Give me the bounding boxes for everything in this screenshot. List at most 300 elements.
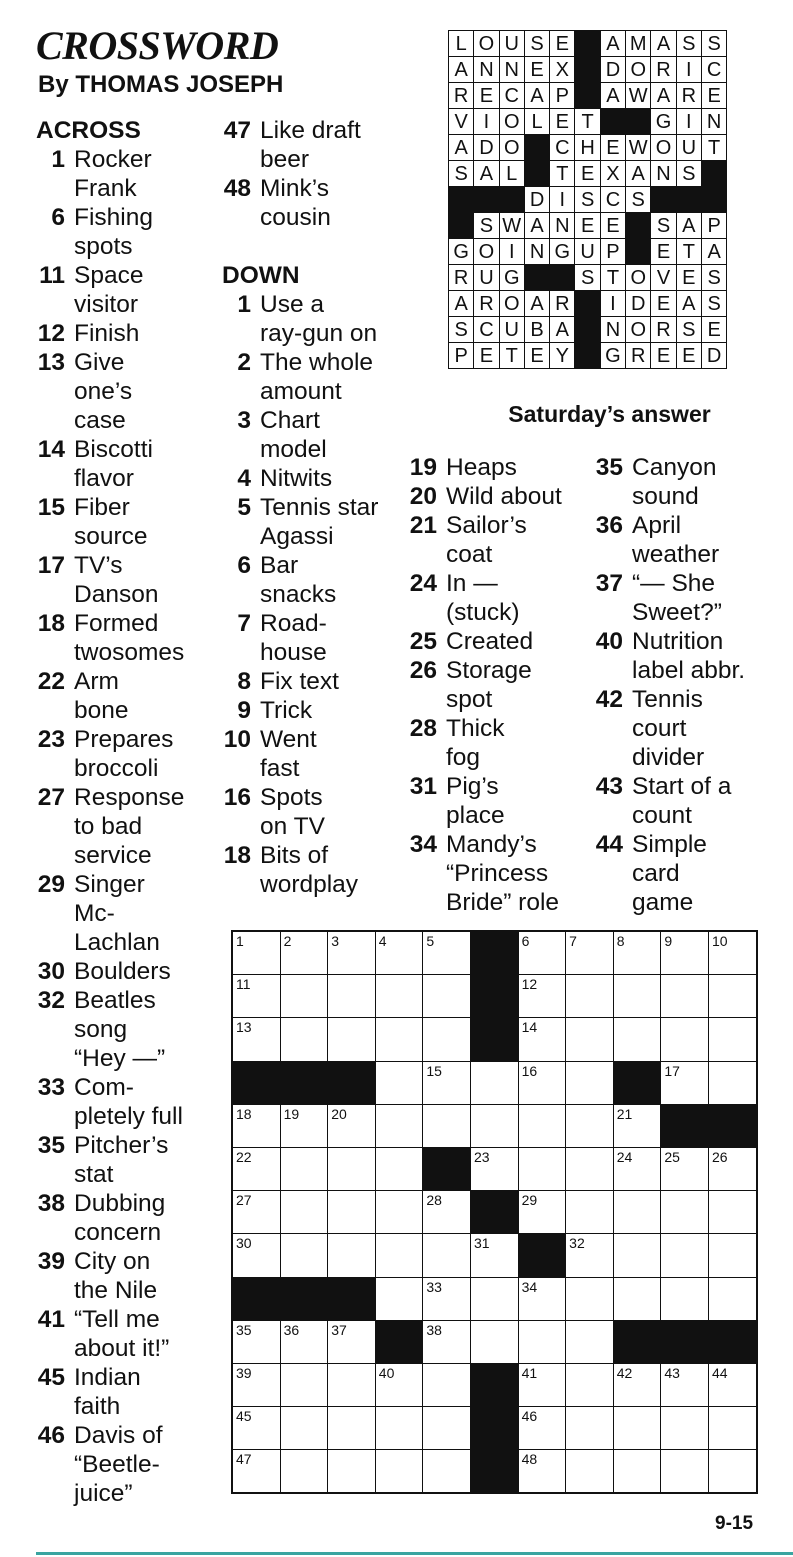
grid-cell[interactable] — [470, 1061, 518, 1104]
black-square — [328, 1277, 376, 1320]
clue-number: 48 — [223, 175, 251, 202]
cell-number: 15 — [426, 1062, 442, 1079]
answer-cell: A — [524, 213, 549, 239]
clue-text-line: Give — [74, 349, 125, 376]
grid-cell[interactable] — [661, 975, 709, 1018]
grid-cell[interactable] — [661, 1061, 709, 1104]
clue-text-line: Bride” role — [446, 889, 560, 916]
black-square — [651, 187, 676, 213]
answer-cell: G — [600, 343, 625, 369]
grid-cell[interactable] — [375, 1147, 423, 1190]
cell-number: 11 — [236, 976, 251, 993]
clue-text-line: Fishing — [74, 204, 153, 231]
clue-text-line: City on — [74, 1248, 151, 1275]
answer-cell: D — [474, 135, 499, 161]
cell-number: 46 — [521, 1408, 538, 1425]
answer-cell: T — [600, 265, 625, 291]
clue-text-line: concern — [74, 1219, 162, 1246]
grid-cell[interactable] — [613, 931, 661, 975]
crossword-grid[interactable] — [231, 930, 758, 1494]
clue-text-line: “— She — [632, 570, 716, 597]
grid-cell[interactable] — [328, 1147, 376, 1190]
grid-cell[interactable] — [708, 975, 756, 1018]
grid-cell[interactable] — [661, 1363, 709, 1406]
answer-cell: X — [600, 161, 625, 187]
grid-cell[interactable] — [423, 1277, 471, 1320]
grid-cell[interactable] — [518, 1147, 566, 1190]
grid-cell[interactable] — [232, 1018, 280, 1061]
grid-cell[interactable] — [280, 1104, 328, 1147]
grid-cell[interactable] — [518, 1363, 566, 1406]
grid-cell[interactable] — [613, 1191, 661, 1234]
grid-cell[interactable] — [566, 1363, 614, 1406]
clue-text-line: coat — [446, 541, 493, 568]
clue-number: 45 — [37, 1364, 65, 1391]
answer-cell: S — [474, 213, 499, 239]
answer-cell: P — [449, 343, 474, 369]
grid-cell[interactable] — [708, 1407, 756, 1450]
clue-number: 25 — [409, 628, 437, 655]
grid-cell[interactable] — [708, 1234, 756, 1277]
grid-cell[interactable] — [375, 931, 423, 975]
down-heading: DOWN — [222, 262, 300, 289]
answer-cell: E — [575, 213, 600, 239]
answer-cell: S — [524, 31, 549, 57]
clue-text-line: Nitwits — [260, 465, 333, 492]
grid-cell[interactable] — [661, 1407, 709, 1450]
clue-text-line: The whole — [260, 349, 374, 376]
clue-text-line: Davis of — [74, 1422, 163, 1449]
black-square — [575, 31, 600, 57]
black-square — [524, 135, 549, 161]
grid-cell[interactable] — [566, 1277, 614, 1320]
grid-cell[interactable] — [328, 1320, 376, 1363]
answer-cell: P — [701, 213, 726, 239]
clue-text-line: twosomes — [74, 639, 185, 666]
grid-cell[interactable] — [613, 1147, 661, 1190]
clue-number: 38 — [37, 1190, 65, 1217]
grid-cell[interactable] — [661, 1147, 709, 1190]
answer-cell: A — [524, 83, 549, 109]
clue-item — [36, 1363, 184, 1421]
clue-number: 16 — [223, 784, 251, 811]
black-square — [470, 1363, 518, 1406]
cell-number: 31 — [473, 1235, 490, 1252]
clue-text-line: fast — [260, 755, 300, 782]
clue-item — [594, 569, 745, 627]
clue-item — [36, 203, 184, 261]
grid-cell[interactable] — [423, 1104, 471, 1147]
grid-cell[interactable] — [328, 1104, 376, 1147]
answer-cell: O — [626, 317, 651, 343]
clue-text-line: Spots — [260, 784, 323, 811]
answer-cell: T — [676, 239, 701, 265]
clue-text-line: Wild about — [446, 483, 562, 510]
clue-number: 18 — [223, 842, 251, 869]
clue-text-line: Com- — [74, 1074, 134, 1101]
grid-cell[interactable] — [423, 1320, 471, 1363]
grid-cell[interactable] — [280, 1450, 328, 1494]
grid-cell[interactable] — [328, 931, 376, 975]
answer-cell: I — [676, 57, 701, 83]
grid-cell[interactable] — [708, 1277, 756, 1320]
clue-item — [408, 511, 562, 569]
cell-number: 28 — [426, 1192, 442, 1209]
cell-number: 1 — [236, 933, 244, 949]
clue-text-line: Indian — [74, 1364, 141, 1391]
clue-text-line: flavor — [74, 465, 134, 492]
cell-number: 40 — [378, 1364, 395, 1381]
clue-item — [36, 725, 184, 783]
answer-cell: W — [626, 83, 651, 109]
clue-number: 8 — [237, 668, 251, 695]
clue-text-line: the Nile — [74, 1277, 158, 1304]
grid-cell[interactable] — [375, 1363, 423, 1406]
grid-cell[interactable] — [280, 975, 328, 1018]
cell-number: 17 — [664, 1062, 680, 1079]
answer-cell: N — [499, 57, 524, 83]
cell-number: 9 — [664, 933, 673, 949]
grid-cell[interactable] — [423, 1191, 471, 1234]
clue-text-line: Rocker — [74, 146, 152, 173]
grid-cell[interactable] — [328, 1407, 376, 1450]
grid-cell[interactable] — [375, 1234, 423, 1277]
grid-cell[interactable] — [661, 1277, 709, 1320]
grid-cell[interactable] — [613, 975, 661, 1018]
grid-cell[interactable] — [566, 1104, 614, 1147]
answer-cell: O — [499, 109, 524, 135]
previous-answer-grid — [448, 30, 727, 369]
grid-cell[interactable] — [232, 931, 280, 975]
answer-cell: C — [474, 317, 499, 343]
clue-item — [36, 783, 184, 870]
clue-item — [408, 569, 562, 627]
black-square — [280, 1061, 328, 1104]
clue-item — [222, 696, 378, 725]
clue-text-line: Nutrition — [632, 628, 724, 655]
answer-cell: E — [524, 57, 549, 83]
grid-cell[interactable] — [613, 1407, 661, 1450]
grid-cell[interactable] — [566, 975, 614, 1018]
clue-text-line: faith — [74, 1393, 121, 1420]
clue-text-line: Arm — [74, 668, 119, 695]
answer-cell: G — [449, 239, 474, 265]
grid-cell[interactable] — [518, 1277, 566, 1320]
grid-cell[interactable] — [566, 1147, 614, 1190]
grid-cell[interactable] — [470, 1234, 518, 1277]
answer-cell: O — [499, 291, 524, 317]
clue-number: 35 — [37, 1132, 65, 1159]
grid-cell[interactable] — [280, 1320, 328, 1363]
grid-cell[interactable] — [280, 1407, 328, 1450]
grid-cell[interactable] — [375, 1450, 423, 1494]
cell-number: 29 — [521, 1192, 538, 1209]
grid-cell[interactable] — [566, 1234, 614, 1277]
grid-cell[interactable] — [708, 1018, 756, 1061]
grid-cell[interactable] — [328, 1450, 376, 1494]
black-square — [676, 187, 701, 213]
grid-cell[interactable] — [328, 1234, 376, 1277]
clue-text-line: “Tell me — [74, 1306, 160, 1333]
clue-text-line: case — [74, 407, 126, 434]
grid-cell[interactable] — [518, 931, 566, 975]
answer-cell: I — [499, 239, 524, 265]
clue-text-line: spot — [446, 686, 493, 713]
grid-cell[interactable] — [232, 1320, 280, 1363]
clue-number: 28 — [409, 715, 437, 742]
grid-cell[interactable] — [661, 1018, 709, 1061]
grid-cell[interactable] — [566, 1191, 614, 1234]
grid-cell[interactable] — [518, 1018, 566, 1061]
clue-text-line: Bar — [260, 552, 299, 579]
black-square — [626, 213, 651, 239]
clue-item — [36, 957, 184, 986]
answer-cell: G — [499, 265, 524, 291]
clue-text-line: Fix text — [260, 668, 339, 695]
grid-cell[interactable] — [470, 1277, 518, 1320]
grid-cell[interactable] — [423, 1018, 471, 1061]
grid-cell[interactable] — [566, 1320, 614, 1363]
across-heading: ACROSS — [36, 117, 141, 144]
grid-cell[interactable] — [613, 1104, 661, 1147]
grid-cell[interactable] — [708, 1363, 756, 1406]
cell-number: 36 — [283, 1321, 300, 1338]
answer-cell: N — [701, 109, 726, 135]
clue-text-line: Formed — [74, 610, 159, 637]
black-square — [232, 1061, 280, 1104]
cell-number: 16 — [521, 1062, 538, 1079]
grid-cell[interactable] — [566, 931, 614, 975]
answer-cell: G — [651, 109, 676, 135]
black-square — [375, 1320, 423, 1363]
black-square — [613, 1320, 661, 1363]
clue-number: 29 — [37, 871, 65, 898]
answer-cell: E — [524, 343, 549, 369]
clue-item — [36, 667, 184, 725]
clue-item — [222, 493, 378, 551]
grid-cell[interactable] — [613, 1277, 661, 1320]
clue-number: 15 — [37, 494, 65, 521]
clue-text-line: song — [74, 1016, 128, 1043]
clue-number: 22 — [37, 668, 65, 695]
grid-cell[interactable] — [423, 1363, 471, 1406]
down-clue-list-continued — [408, 453, 562, 917]
black-square — [280, 1277, 328, 1320]
black-square — [661, 1320, 709, 1363]
black-square — [575, 83, 600, 109]
clue-item — [36, 986, 184, 1073]
grid-cell[interactable] — [518, 1104, 566, 1147]
grid-cell[interactable] — [328, 1018, 376, 1061]
black-square — [701, 187, 726, 213]
answer-cell: T — [550, 161, 575, 187]
answer-cell: R — [449, 83, 474, 109]
clue-number: 47 — [223, 117, 251, 144]
grid-cell[interactable] — [518, 975, 566, 1018]
clue-item — [36, 493, 184, 551]
answer-cell: A — [524, 291, 549, 317]
clue-text-line: Pitcher’s — [74, 1132, 169, 1159]
grid-cell[interactable] — [280, 1234, 328, 1277]
grid-cell[interactable] — [232, 1191, 280, 1234]
grid-cell[interactable] — [518, 1450, 566, 1494]
answer-cell: P — [600, 239, 625, 265]
grid-cell[interactable] — [423, 1450, 471, 1494]
clue-item — [594, 453, 745, 511]
grid-cell[interactable] — [280, 1191, 328, 1234]
answer-cell: S — [676, 161, 701, 187]
grid-cell[interactable] — [232, 1450, 280, 1494]
grid-cell[interactable] — [232, 1363, 280, 1406]
clue-text-line: Mink’s — [260, 175, 329, 202]
clue-number: 43 — [595, 773, 623, 800]
answer-cell: A — [626, 161, 651, 187]
grid-cell[interactable] — [375, 1191, 423, 1234]
grid-cell[interactable] — [232, 975, 280, 1018]
grid-cell[interactable] — [661, 1450, 709, 1494]
grid-cell[interactable] — [423, 931, 471, 975]
grid-cell[interactable] — [375, 1407, 423, 1450]
answer-cell: D — [524, 187, 549, 213]
clue-text-line: Mandy’s — [446, 831, 537, 858]
clue-number: 32 — [37, 987, 65, 1014]
black-square — [470, 1191, 518, 1234]
grid-cell[interactable] — [566, 1407, 614, 1450]
clue-number: 5 — [237, 494, 251, 521]
grid-cell[interactable] — [566, 1061, 614, 1104]
cell-number: 8 — [616, 933, 625, 949]
black-square — [470, 931, 518, 975]
answer-cell: S — [449, 317, 474, 343]
clue-number: 6 — [237, 552, 251, 579]
down-clue-list-continued — [594, 453, 745, 917]
clue-number: 33 — [37, 1074, 65, 1101]
clue-number: 4 — [237, 465, 251, 492]
clue-number: 20 — [409, 483, 437, 510]
clue-item — [222, 783, 378, 841]
grid-cell[interactable] — [232, 1234, 280, 1277]
grid-cell[interactable] — [423, 1234, 471, 1277]
grid-cell[interactable] — [708, 1450, 756, 1494]
clue-text-line: count — [632, 802, 692, 829]
grid-cell[interactable] — [280, 931, 328, 975]
grid-cell[interactable] — [232, 1147, 280, 1190]
grid-cell[interactable] — [566, 1450, 614, 1494]
clue-text-line: Like draft — [260, 117, 361, 144]
grid-cell[interactable] — [280, 1363, 328, 1406]
grid-cell[interactable] — [375, 1277, 423, 1320]
clue-item — [36, 348, 184, 435]
clue-item — [222, 116, 378, 174]
grid-cell[interactable] — [613, 1018, 661, 1061]
grid-cell[interactable] — [708, 1191, 756, 1234]
grid-cell[interactable] — [518, 1407, 566, 1450]
grid-cell[interactable] — [280, 1018, 328, 1061]
clue-number: 10 — [223, 726, 251, 753]
clue-text-line: source — [74, 523, 148, 550]
clue-text-line: Went — [260, 726, 317, 753]
clue-item — [36, 870, 184, 957]
cell-number: 2 — [283, 933, 292, 949]
grid-cell[interactable] — [423, 1407, 471, 1450]
grid-cell[interactable] — [470, 1104, 518, 1147]
clue-number: 36 — [595, 512, 623, 539]
grid-cell[interactable] — [708, 1147, 756, 1190]
answer-cell: O — [626, 57, 651, 83]
grid-cell[interactable] — [518, 1061, 566, 1104]
clue-number: 7 — [237, 610, 251, 637]
grid-cell[interactable] — [423, 1061, 471, 1104]
answer-cell: T — [499, 343, 524, 369]
grid-cell[interactable] — [708, 931, 756, 975]
cell-number: 30 — [236, 1235, 252, 1252]
black-square — [550, 265, 575, 291]
grid-cell[interactable] — [375, 1061, 423, 1104]
grid-cell[interactable] — [375, 1104, 423, 1147]
clue-text-line: Beatles — [74, 987, 156, 1014]
clue-text-line: to bad — [74, 813, 143, 840]
answer-cell: E — [474, 343, 499, 369]
grid-cell[interactable] — [470, 1147, 518, 1190]
grid-cell[interactable] — [328, 1191, 376, 1234]
clue-item — [36, 145, 184, 203]
answer-cell: S — [449, 161, 474, 187]
grid-cell[interactable] — [280, 1147, 328, 1190]
clue-number: 39 — [37, 1248, 65, 1275]
grid-cell[interactable] — [708, 1061, 756, 1104]
grid-cell[interactable] — [613, 1450, 661, 1494]
clue-number: 37 — [595, 570, 623, 597]
clue-text-line: Space — [74, 262, 144, 289]
clue-item — [594, 511, 745, 569]
answer-cell: N — [524, 239, 549, 265]
grid-cell[interactable] — [328, 975, 376, 1018]
clue-item — [36, 1305, 184, 1363]
grid-cell[interactable] — [375, 975, 423, 1018]
grid-cell[interactable] — [232, 1407, 280, 1450]
grid-cell[interactable] — [613, 1363, 661, 1406]
grid-cell[interactable] — [328, 1363, 376, 1406]
grid-cell[interactable] — [232, 1104, 280, 1147]
clue-text-line: Finish — [74, 320, 140, 347]
grid-cell[interactable] — [566, 1018, 614, 1061]
grid-cell[interactable] — [518, 1191, 566, 1234]
clue-text-line: visitor — [74, 291, 138, 318]
cell-number: 26 — [711, 1148, 728, 1165]
grid-cell[interactable] — [661, 1234, 709, 1277]
cell-number: 19 — [283, 1105, 300, 1122]
cell-number: 43 — [664, 1364, 680, 1381]
answer-cell: B — [524, 317, 549, 343]
grid-cell[interactable] — [661, 931, 709, 975]
down-clues-column-4 — [594, 453, 745, 917]
grid-cell[interactable] — [375, 1018, 423, 1061]
clue-item — [222, 841, 378, 899]
puzzle-date-code: 9-15 — [715, 1513, 754, 1534]
grid-cell[interactable] — [470, 1320, 518, 1363]
black-square — [423, 1147, 471, 1190]
grid-cell[interactable] — [613, 1234, 661, 1277]
grid-cell[interactable] — [518, 1320, 566, 1363]
answer-cell: E — [600, 213, 625, 239]
cell-number: 37 — [331, 1321, 347, 1338]
clue-text-line: court — [632, 715, 687, 742]
grid-cell[interactable] — [423, 975, 471, 1018]
grid-cell[interactable] — [661, 1191, 709, 1234]
black-square — [626, 109, 651, 135]
clue-number: 31 — [409, 773, 437, 800]
cell-number: 7 — [569, 933, 577, 949]
